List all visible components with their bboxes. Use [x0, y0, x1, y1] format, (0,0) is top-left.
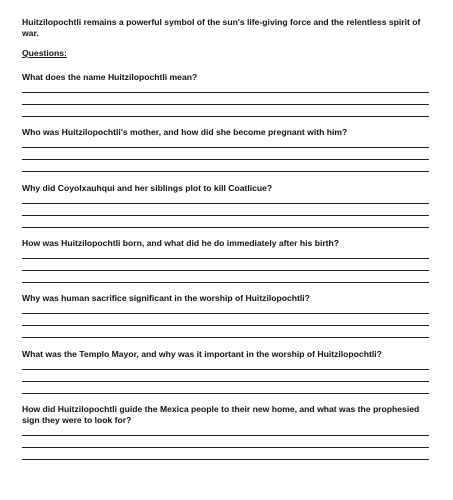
question-text-1: What does the name Huitzilopochtli mean?	[22, 72, 198, 82]
answer-line	[22, 92, 429, 93]
answer-line	[22, 203, 429, 204]
answer-line	[22, 227, 429, 228]
question-text-6: What was the Templo Mayor, and why was it important in the worship of Huitzilopochtli?	[22, 349, 382, 359]
answer-line	[22, 104, 429, 105]
question-text-2: Who was Huitzilopochtli's mother, and how did she become pregnant with him?	[22, 127, 348, 137]
question-block-3	[22, 183, 431, 194]
answer-line	[22, 447, 429, 448]
answer-line	[22, 258, 429, 259]
answer-line	[22, 337, 429, 338]
answer-line	[22, 313, 429, 314]
question-block-5	[22, 293, 431, 304]
answer-line	[22, 435, 429, 436]
question-text-7: How did Huitzilopochtli guide the Mexica people to their new home, and what was the prophesied sign they were to look for?	[22, 404, 420, 425]
intro-paragraph: Huitzilopochtli remains a powerful symbol of the sun's life-giving force and the relentless spirit of war.	[22, 17, 421, 38]
question-text-5: Why was human sacrifice significant in the worship of Huitzilopochtli?	[22, 293, 310, 303]
question-block-7	[22, 404, 431, 426]
answer-line	[22, 325, 429, 326]
question-block-2	[22, 127, 431, 138]
questions-heading: Questions:	[22, 48, 67, 58]
question-text-3: Why did Coyolxauhqui and her siblings plot to kill Coatlicue?	[22, 183, 273, 193]
worksheet-page	[22, 17, 431, 425]
answer-line	[22, 459, 429, 460]
question-text-4: How was Huitzilopochtli born, and what did he do immediately after his birth?	[22, 238, 340, 248]
answer-line	[22, 171, 429, 172]
answer-line	[22, 215, 429, 216]
question-block-6	[22, 349, 431, 360]
question-block-4	[22, 238, 431, 249]
answer-line	[22, 369, 429, 370]
answer-line	[22, 381, 429, 382]
answer-line	[22, 116, 429, 117]
question-block-1	[22, 72, 431, 83]
answer-line	[22, 282, 429, 283]
answer-line	[22, 270, 429, 271]
answer-line	[22, 147, 429, 148]
answer-line	[22, 159, 429, 160]
answer-line	[22, 393, 429, 394]
